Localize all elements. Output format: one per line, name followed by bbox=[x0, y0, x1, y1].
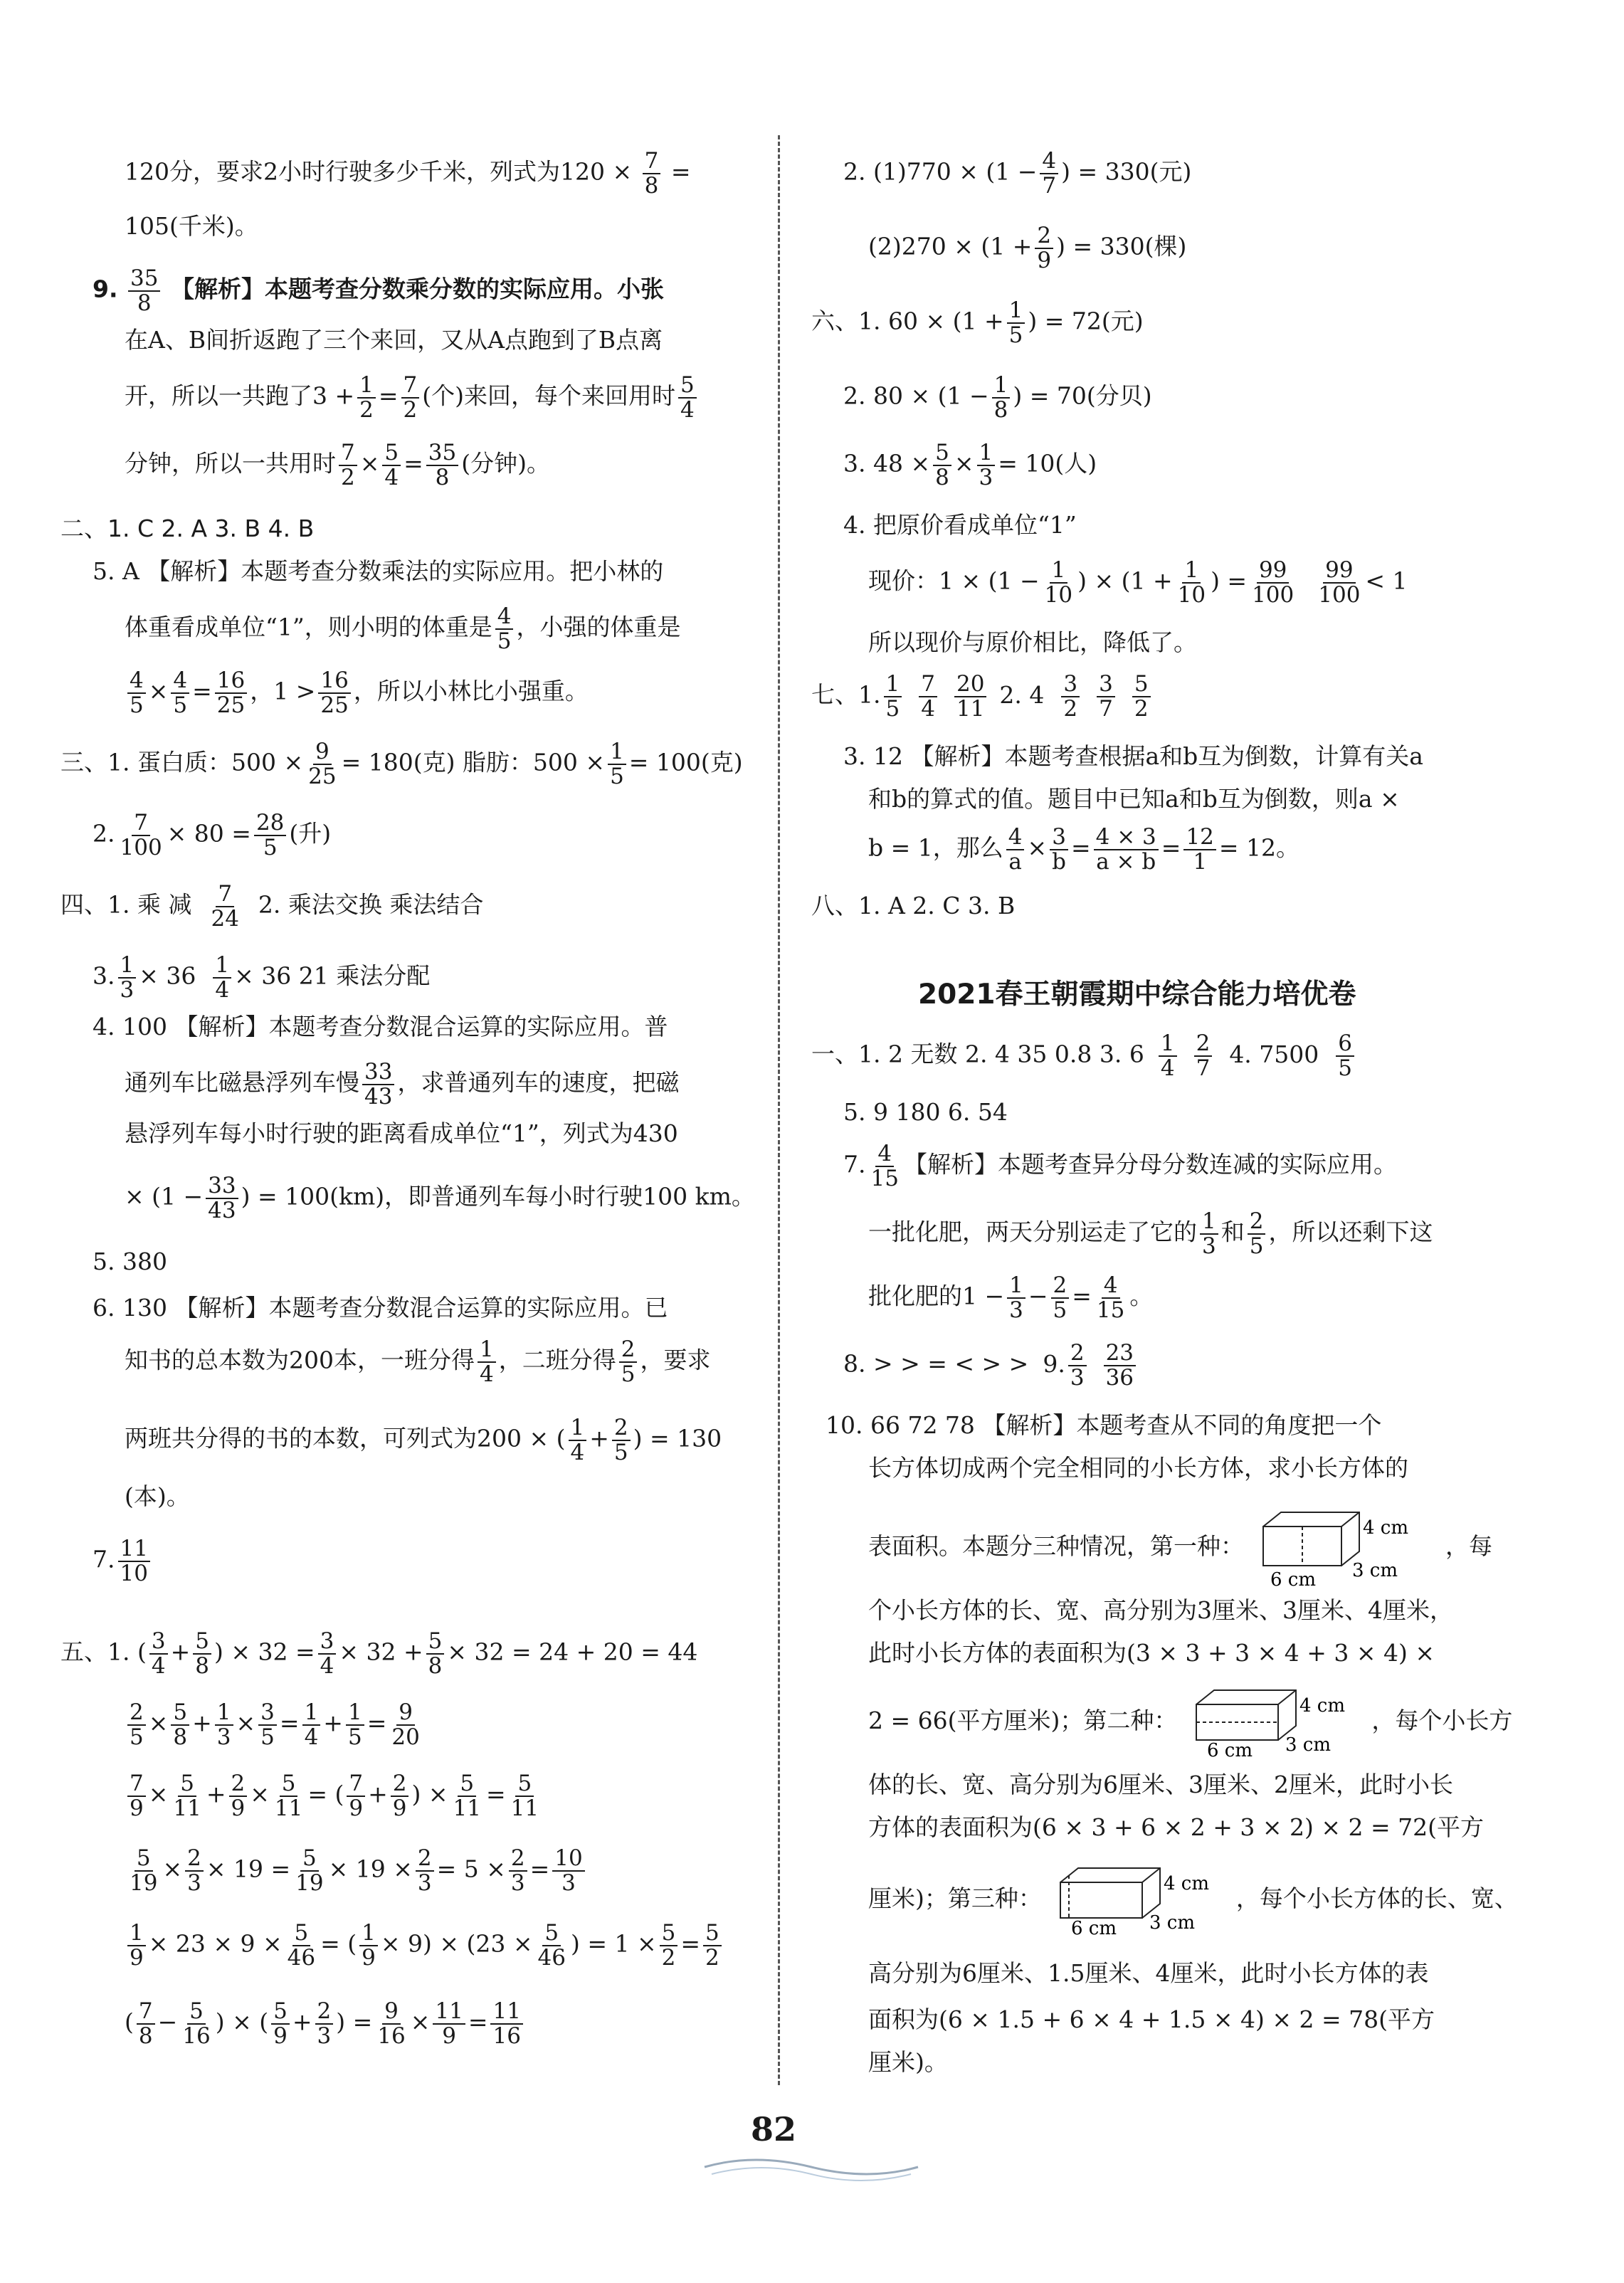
text-line: 方体的表面积为(6 × 3 + 6 × 2 + 3 × 2) × 2 = 72(平方 bbox=[868, 1813, 1484, 1841]
text-line: 2 = 66(平方厘米)；第二种： 4 cm 6 cm 3 cm ，每个小长方 bbox=[868, 1687, 1512, 1758]
text-line: 2. (1)770 × (1 − $\frac{4}{7}$ ) = 330(元) bbox=[843, 148, 1192, 199]
text-line: 6. 130 【解析】本题考查分数混合运算的实际应用。已 bbox=[93, 1294, 668, 1322]
section-5-line1: 五、1. ( $\frac{3}{4}$ + $\frac{5}{8}$ ) × 32 = $\frac{3}{4}$ × 32 + $\frac{5}{8}$ × 32 = 24 + 20 = 44 bbox=[60, 1628, 698, 1679]
wave-ornament-icon bbox=[697, 2153, 925, 2181]
height-label: 4 cm bbox=[1362, 1517, 1408, 1539]
section-7-line1: 七、1. $\frac{1}{5}$ $\frac{7}{4}$ $\frac{20}{11}$ 2. 4 $\frac{3}{2}$ $\frac{3}{7}$ $\frac{5}{2}$ bbox=[811, 673, 1154, 720]
text-line: 3. 48 × $\frac{5}{8}$ × $\frac{1}{3}$ = 10(人) bbox=[843, 440, 1097, 490]
section-3-line2: 2. $\frac{7}{100}$ × 80 = $\frac{28}{5}$ (升) bbox=[93, 810, 332, 860]
text-line: $\frac{4}{5}$ × $\frac{4}{5}$ = $\frac{16}{25}$ ，1 > $\frac{16}{25}$ ，所以小林比小强重。 bbox=[125, 669, 589, 717]
svg-text:6 cm: 6 cm bbox=[1206, 1740, 1253, 1758]
text-line: 体重看成单位“1”，则小明的体重是 $\frac{4}{5}$ ，小强的体重是 bbox=[125, 603, 681, 654]
text-line: 7. $\frac{11}{10}$ bbox=[93, 1537, 153, 1585]
math-line: ( $\frac{7}{8}$ − $\frac{5}{16}$ ) × ( $\frac{5}{9}$ + $\frac{2}{3}$ ) = $\frac{9}{16}$ × $\frac{11}{9}$ = $\frac{11}{16}$ bbox=[125, 2000, 526, 2047]
text-line: (本)。 bbox=[125, 1482, 190, 1510]
text-line: 通列车比磁悬浮列车慢 $\frac{33}{43}$ ，求普通列车的速度，把磁 bbox=[125, 1059, 680, 1109]
text-line: 长方体切成两个完全相同的小长方体，求小长方体的 bbox=[868, 1454, 1408, 1482]
fraction: $\frac{7}{8}$ bbox=[643, 149, 661, 197]
text-line: 体的长、宽、高分别为6厘米、3厘米、2厘米，此时小长 bbox=[868, 1771, 1453, 1798]
text-line: 105(千米)。 bbox=[125, 212, 258, 240]
section-8: 八、1. A 2. C 3. B bbox=[811, 892, 1016, 919]
cuboid-diagram-3 bbox=[1053, 1865, 1224, 1936]
column-divider bbox=[778, 135, 780, 2085]
text-line: 两班共分得的书的本数，可列式为200 × ( $\frac{1}{4}$ + $\frac{2}{5}$ ) = 130 bbox=[125, 1415, 722, 1465]
text-line: 分钟，所以一共用时 $\frac{7}{2}$ × $\frac{5}{4}$ = $\frac{35}{8}$ (分钟)。 bbox=[125, 440, 550, 490]
text-line: 在A、B间折返跑了三个来回，又从A点跑到了B点离 bbox=[125, 326, 663, 354]
page-number: 82 bbox=[751, 2110, 797, 2148]
text-line: 表面积。本题分三种情况，第一种： 4 cm 6 cm 3 cm ，每 bbox=[868, 1509, 1492, 1587]
text-line: b = 1，那么 $\frac{4}{a}$ × $\frac{3}{b}$ = $\frac{4 \times 3}{a \times b}$ = $\frac{12}{1}$ = 12。 bbox=[868, 824, 1300, 875]
svg-text:4 cm: 4 cm bbox=[1299, 1695, 1345, 1717]
section-3-line1: 三、1. 蛋白质：500 × $\frac{9}{25}$ = 180(克) 脂肪：500 × $\frac{1}{5}$ = 100(克) bbox=[60, 739, 743, 789]
text-line: 厘米)。 bbox=[868, 2048, 948, 2076]
text-line: × (1 − $\frac{33}{43}$ ) = 100(km)，即普通列车每小时行驶100 km。 bbox=[125, 1173, 755, 1223]
text-line: 所以现价与原价相比，降低了。 bbox=[868, 628, 1197, 656]
svg-text:6 cm: 6 cm bbox=[1071, 1918, 1117, 1936]
svg-text:3 cm: 3 cm bbox=[1149, 1912, 1196, 1934]
math-line: $\frac{2}{5}$ × $\frac{5}{8}$ + $\frac{1}{3}$ × $\frac{3}{5}$ = $\frac{1}{4}$ + $\frac{1}{5}$ = $\frac{9}{20}$ bbox=[125, 1701, 425, 1749]
text-line: 5. 380 bbox=[93, 1248, 167, 1275]
text-line: 高分别为6厘米、1.5厘米、4厘米，此时小长方体的表 bbox=[868, 1959, 1429, 1987]
text-line: 厘米)；第三种： 4 cm 6 cm 3 cm ，每个小长方体的长、宽、 bbox=[868, 1865, 1518, 1936]
section-2-answers: 二、1. C 2. A 3. B 4. B bbox=[60, 515, 315, 542]
math-line: $\frac{7}{9}$ × $\frac{5}{11}$ + $\frac{2}{9}$ × $\frac{5}{11}$ = ( $\frac{7}{9}$ + $\frac{2}{9}$ ) × $\frac{5}{11}$ = $\frac{5}{11}$ bbox=[125, 1772, 544, 1820]
text-line: 六、1. 60 × (1 + $\frac{1}{5}$ ) = 72(元) bbox=[811, 297, 1144, 348]
text-line: 8. > > = < > > 9. $\frac{2}{3}$ $\frac{23}{36}$ bbox=[843, 1341, 1139, 1389]
text-line: 一批化肥，两天分别运走了它的 $\frac{1}{3}$ 和 $\frac{2}{5}$ ，所以还剩下这 bbox=[868, 1208, 1433, 1259]
text-line: 开，所以一共跑了3 + $\frac{1}{2}$ = $\frac{7}{2}$ (个)来回，每个来回用时 $\frac{5}{4}$ bbox=[125, 374, 700, 421]
math-line: $\frac{1}{9}$ × 23 × 9 × $\frac{5}{46}$ = ( $\frac{1}{9}$ × 9) × (23 × $\frac{5}{46}$ ) = 1 × $\frac{5}{2}$ = $\frac{5}{2}$ bbox=[125, 1921, 724, 1969]
text-line: 5. 9 180 6. 54 bbox=[843, 1098, 1008, 1126]
text-line: 5. A 【解析】本题考查分数乘法的实际应用。把小林的 bbox=[93, 557, 664, 585]
text-line: 120分，要求2小时行驶多少千米，列式为120 × $\frac{7}{8}$ = bbox=[125, 148, 691, 199]
text-line: 7. $\frac{4}{15}$ 【解析】本题考查异分母分数连减的实际应用。 bbox=[843, 1141, 1397, 1191]
cuboid-diagram-1 bbox=[1256, 1509, 1434, 1587]
text-line: 此时小长方体的表面积为(3 × 3 + 3 × 4 + 3 × 4) × bbox=[868, 1639, 1435, 1667]
text-line: 10. 66 72 78 【解析】本题考查从不同的角度把一个 bbox=[826, 1411, 1382, 1439]
text-line: 个小长方体的长、宽、高分别为3厘米、3厘米、4厘米， bbox=[868, 1596, 1453, 1624]
mid-section-1: 一、1. 2 无数 2. 4 35 0.8 3. 6 $\frac{1}{4}$ $\frac{2}{7}$ 4. 7500 $\frac{6}{5}$ bbox=[811, 1032, 1357, 1080]
width-label: 3 cm bbox=[1351, 1560, 1398, 1581]
text-line: 悬浮列车每小时行驶的距离看成单位“1”，列式为430 bbox=[125, 1119, 678, 1147]
length-label: 6 cm bbox=[1270, 1569, 1316, 1587]
text-line: 批化肥的1 − $\frac{1}{3}$ − $\frac{2}{5}$ = $\frac{4}{15}$ 。 bbox=[868, 1272, 1154, 1323]
text-line: 3. 12 【解析】本题考查根据a和b互为倒数，计算有关a bbox=[843, 742, 1423, 770]
cuboid-diagram-2 bbox=[1189, 1687, 1360, 1758]
text-line: (2)270 × (1 + $\frac{2}{9}$ ) = 330(棵) bbox=[868, 223, 1187, 273]
text-line: 2. 80 × (1 − $\frac{1}{8}$ ) = 70(分贝) bbox=[843, 372, 1152, 423]
exam-title: 2021春王朝霞期中综合能力培优卷 bbox=[918, 979, 1356, 1011]
section-4-line1: 四、1. 乘 减 $\frac{7}{24}$ 2. 乘法交换 乘法结合 bbox=[60, 881, 484, 932]
section-4-line3: 3. $\frac{1}{3}$ × 36 $\frac{1}{4}$ × 36 21 乘法分配 bbox=[93, 952, 431, 1003]
text-line: 现价：1 × (1 − $\frac{1}{10}$ ) × (1 + $\frac{1}{10}$ ) = $\frac{99}{100}$ $\frac{99}{100}$ < 1 bbox=[868, 557, 1408, 608]
svg-text:4 cm: 4 cm bbox=[1164, 1873, 1210, 1894]
question-9: 9. $\frac{35}{8}$ 【解析】本题考查分数乘分数的实际应用。小张 bbox=[93, 265, 664, 316]
text-line: 4. 100 【解析】本题考查分数混合运算的实际应用。普 bbox=[93, 1013, 668, 1040]
text-line: 知书的总本数为200本，一班分得 $\frac{1}{4}$ ，二班分得 $\frac{2}{5}$ ，要求 bbox=[125, 1336, 711, 1387]
text-line: 和b的算式的值。题目中已知a和b互为倒数，则a × bbox=[868, 785, 1400, 813]
math-line: $\frac{5}{19}$ × $\frac{2}{3}$ × 19 = $\frac{5}{19}$ × 19 × $\frac{2}{3}$ = 5 × $\frac{2}{3}$ = $\frac{10}{3}$ bbox=[125, 1847, 588, 1894]
svg-text:3 cm: 3 cm bbox=[1285, 1734, 1331, 1756]
text-line: 4. 把原价看成单位“1” bbox=[843, 511, 1077, 539]
text-line: 面积为(6 × 1.5 + 6 × 4 + 1.5 × 4) × 2 = 78(平方 bbox=[868, 2005, 1435, 2033]
